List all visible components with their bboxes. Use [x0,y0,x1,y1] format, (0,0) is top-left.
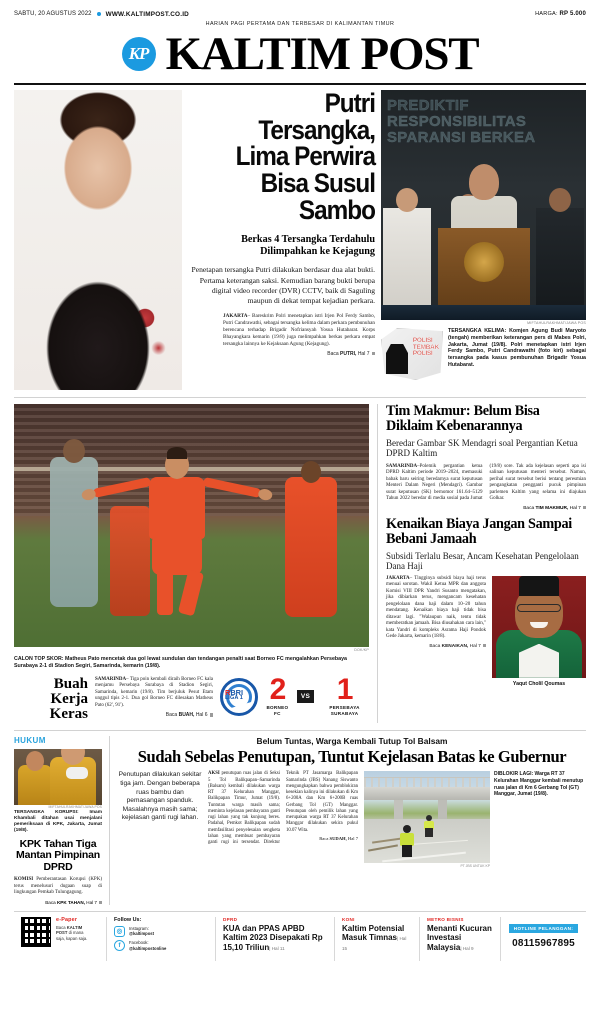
overpass-deck [364,787,490,800]
makmur-jump-prefix: Baca [523,505,535,511]
home-score: 2 [269,672,286,706]
toll-road-blockade-photo [364,771,490,863]
away-score: 1 [336,672,353,706]
hotline-cell[interactable] [501,917,586,961]
tol-jump-label[interactable]: SUDAH, [329,835,347,841]
lead-text-column [188,90,375,390]
footer-divider [14,911,586,912]
brief-metrobisnis-cell[interactable] [420,917,500,961]
hukum-headline: KPK Tahan Tiga Mantan Pimpinan DPRD [16,837,100,873]
brief-metro-kicker: METRO BISNIS [427,916,464,922]
haji-body-copy: – Tingginya subsidi biaya haji terus menuai sorotan. Wakil Ketua MPR dan anggota Komisi VIII DPR Yandri Susanto mengatakan, jika dibiarkan terus, mengancam kesehatan pengelolaan dana haji dalam 10–20 tahun mendatang. Kenaikan biaya haji tidak bisa ditawar lagi. "Walaupun naik, tentu tidak memberatkan jamaah. Bisa diusahakan cara lain," kata Yandri di kompleks Asrama Haji Pondok Gede Jakarta, kemarin (18/8). [386,575,486,640]
sport-jump-prefix: Baca [165,712,178,719]
facebook-icon[interactable]: f [114,940,125,951]
epaper-sub-bold: KALTIM POST [56,924,83,936]
footer-bar [14,917,586,961]
home-score-block [266,672,289,717]
sport-column [14,404,369,723]
bri-liga-1-logo-icon [220,678,258,716]
brief-metro-headline [427,924,493,952]
jump-square-icon [583,506,586,509]
hukum-caption-body: Imam Khambali ditahan usai menjalani pemeriksaan di KPK, Jakarta, Jumat (19/8). [14,809,102,833]
hukum-caption-label-1: TERSANGKA [14,809,45,815]
sport-photo-credit: DOK/KP [354,648,369,652]
instagram-row[interactable] [114,926,208,937]
brief-koni-page: | Hal 15 [342,936,407,951]
sport-caption-label: CALON TOP SKOR: [14,656,64,662]
sport-jump-page: Hal 6 [195,712,208,719]
lead-jump-page: Hal 7 [357,350,370,357]
sport-photo-caption [14,656,369,670]
follow-us-cell [107,917,215,961]
jump-square-icon [372,352,376,356]
makmur-body-copy: –Polemik pergantian ketua DPRD Kaltim periode 2019–2024, memasuki babak baru seiring beredarnya surat keputusan Menteri Dalam Negeri (Mendagri). Gambar surat keputusan (SK) bernomor 161.64–5129 Tahun 2022 beredar di media sosial pada Jumat (19/8) sore. Tak ada kejelasan seperti apa isi salinan keputusan menteri tersebut. Namun, perihal surat tersebut berisi tentang peresmian pengangkatan pengganti pucuk pimpinan parlemen Kaltim yang selama ini diajukan Golkar. [386,463,586,502]
masthead-rule [14,83,586,85]
match-scorebox [220,672,369,717]
tol-standfirst: Penutupan dilakukan sekitar tiga jam. Dengan beberapa ruas bambu dan pemasangan spanduk. Masalahnya masih sama; kejelasan ganti rugi lahan. [118,771,202,822]
tol-jump-page: Hal 7 [347,835,358,841]
brief-koni-kicker: KONI [342,916,355,922]
epaper-cell[interactable] [14,917,106,961]
photo-lower-banner [381,305,586,320]
polisi-tembak-polisi-badge [381,328,443,380]
epaper-sub-post: di mana saja, kapan saja. [56,930,88,941]
officer-legs [425,828,433,837]
backdrop-text [387,98,582,147]
away-score-block [322,672,367,717]
sport-body [95,677,213,719]
caption-label: TERSANGKA KELIMA: [448,328,507,334]
publication-date-value: 20 AGUSTUS 2022 [38,11,92,17]
hukum-body [14,877,102,897]
sport-dateline: SAMARINDA [95,676,127,682]
hukum-jump-prefix: Baca [45,899,56,905]
away-team-name: PERSEBAYA SURABAYA [329,705,360,716]
price-value: RP 5.000 [559,11,586,17]
kaltim-post-logo-icon: KP [122,37,156,71]
portrait-glasses [517,604,561,612]
opponent-player-1 [50,457,98,607]
tagline: HARIAN PAGI PERTAMA DAN TERBESAR DI KALIMANTAN TIMUR [205,21,395,27]
hukum-photo-caption [14,810,102,834]
lead-kicker: Berkas 4 Tersangka Terdahulu Dilimpahkan ke Kejagung [241,233,375,258]
makmur-jump-label[interactable]: TIM MAKMUR, [535,505,569,511]
price-label [535,11,586,17]
brief-metro-title: Menanti Kucuran Investasi Malaysia [427,923,492,952]
regional-column [377,404,586,723]
tol-kicker: Belum Tuntas, Warga Kembali Tutup Tol Balsam [256,735,448,746]
lead-jump-line [223,351,375,358]
facebook-row[interactable] [114,940,208,951]
badge-silhouette-icon [386,344,408,374]
tol-photo-credit: PT JBS UNTUK KP [460,864,490,869]
teammate-player-right [285,477,337,617]
brief-dprd-kicker: DPRD [223,916,238,922]
brief-dprd-cell[interactable] [216,917,334,961]
tol-body-col2: rugi lahan yang tak kunjung beres. Padahal, Pemkot Balikpapan sudah memfasilitasi penyelesaian sengketa lahan yang membuat pembayaran ganti rugi ini tersendat. Direktur Teknik PT Jasamarga Balikpapan Samarinda (JBS) Nanang Siswanto mengungkapkan bahwa pemblokiran kesekian kalinya ini dilakukan di Km 6+200A dan Km 6+200B ruas Gerbang Tol (GT) Manggar. Penutupan oleh pemilik lahan yang merupakan warga RT 37 Kelurahan Manggar dilakukan sekira pukul 10.07 Wita. [208,771,358,846]
press-photo-credit: MIFTAHULRAKHMAT/JAWA POS [527,321,586,325]
brief-dprd-title: KUA dan PPAS APBD Kaltim 2023 Disepakati Rp 15,10 Triliun [223,923,323,952]
price-prefix: HARGA: [535,11,558,17]
logo-liga: LIGA 1 [225,694,243,701]
bottom-block [14,736,586,905]
imam-khambali-photo [14,749,102,805]
instagram-icon[interactable]: ◎ [114,926,125,937]
hukum-caption-label-2: KORUPSI: [55,809,79,815]
player-torso [149,477,205,539]
lead-jump-label[interactable]: PUTRI, [340,350,357,357]
backdrop-line-2: RESPONSIBILITAS [387,113,527,131]
epaper-subtitle [56,925,90,941]
makmur-dateline: SAMARINDA [386,463,418,469]
borneo-fc-celebration-photo [14,404,369,647]
instagram-text [129,926,154,937]
nameplate-title: KALTIM POST [165,27,479,80]
bullet-dot-icon [97,12,101,16]
makmur-jump-page: Hal 7 [569,505,581,511]
lead-portrait-column [14,90,182,390]
tol-dateline: AKSI [208,771,220,777]
backdrop-line-3: SPARANSI BERKEA [387,129,536,147]
portrait-peci-cap [519,576,559,596]
sport-caption-body: Matheus Pato mencetak dua gol lewat sundulan dan tendangan penalti saat Borneo FC mengalahkan Persebaya Surabaya 2-1 di Stadion Segiri, Samarinda, kemarin (19/8). [14,656,347,669]
tol-photo-caption [494,771,586,868]
hukum-figure-left [18,765,52,805]
hukum-body-copy: Pemberantasan Korupsi (KPK) terus menelusuri dugaan suap di lingkungan Pemkab Tulungagung. [14,877,102,896]
lead-jump-prefix: Baca [327,350,339,357]
brief-dprd-page: | Hal 11 [269,945,285,951]
section-divider-2 [14,730,586,731]
officer-head [403,825,411,833]
haji-subhead: Subsidi Terlalu Besar, Ancam Kesehatan Pengelolaan Dana Haji [386,550,579,572]
top-bar [14,0,586,20]
publication-date [14,11,92,17]
epaper-sub-pre: Baca [56,924,67,930]
haji-jump-prefix: Baca [429,643,441,649]
logo-bri: BRI [230,687,244,697]
hukum-column [14,736,102,905]
backdrop-line-1: PREDIKTIF [387,97,469,114]
follow-us-title: Follow Us: [114,916,142,923]
lead-press-photo-column [381,90,586,390]
jump-square-icon [483,644,486,647]
haji-headline: Kenaikan Biaya Jangan Sampai Bebani Jamaah [386,515,572,548]
haji-photo-column [492,576,586,687]
caption-body: Komjen Agung Budi Maryoto (tengah) memberikan keterangan pers di Mabes Polri, Jakarta, Jumat (19/8). Polri menetapkan istri Irjen Ferdy Sambo, Putri Candrawathi (foto kiri) sebagai tersangka pada kasus pembunuhan Brigadir Yosua Hutabarat. [448,328,587,368]
instagram-handle[interactable]: @kaltimpost [129,931,155,937]
website-url[interactable]: WWW.KALTIMPOST.CO.ID [105,10,189,18]
officer-figure-background [424,815,434,837]
sport-headline: Buah Kerja Keras [49,675,88,723]
hotline-label-chip: HOTLINE PELANGGAN: [509,924,579,933]
lead-body-text [223,313,375,357]
putri-candrawathi-portrait [14,90,182,390]
badge-text [413,338,439,358]
photo-figure-left [383,208,431,320]
facebook-text [129,940,166,951]
tol-body-row [118,771,586,868]
epaper-text [56,917,90,941]
lead-caption-row [381,328,586,380]
makmur-subhead: Beredar Gambar SK Mendagri soal Pergantian Ketua DPRD Kaltim [386,437,578,459]
sport-jump-line [95,712,213,719]
brief-koni-title: Kaltim Potensial Masuk Timnas [342,923,405,943]
jump-square-icon [210,713,214,717]
hukum-jump-label[interactable]: KPK TAHAN, [56,899,85,905]
epaper-title: e-Paper [56,916,78,923]
haji-content-row [386,576,586,687]
photo-figure-right [536,208,584,320]
tol-jump-prefix: Baca [319,835,329,841]
hukum-dateline: KOMISI [14,877,34,883]
tol-caption-label: DIBLOKIR LAGI: [494,771,534,778]
tol-body-col1: penutupan ruas jalan di Seksi 5 Tol Balikpapan–Samarinda (Balsam) kembali dilakukan warga RT 37 Kelurahan Manggar, Balikpapan Timur, Jumat (19/8). Tuntutan warga masih sama; meminta kejelasan pembayaran ganti [208,771,280,814]
sport-jump-label[interactable]: BUAH, [178,712,195,719]
haji-jump-line [386,644,486,650]
photo-speaker-head [469,164,499,200]
haji-photo-name: Yaqut Cholil Qoumas [512,680,566,687]
instagram-label: Instagram: [129,925,149,931]
haji-dateline: JAKARTA [386,575,410,581]
haji-body [386,576,486,687]
press-conference-photo [381,90,586,320]
tol-jump-line [286,836,358,842]
lead-story [14,90,586,390]
brief-koni-headline [342,924,412,952]
lead-body-copy: – Bareskrim Polri menetapkan istri Irjen Pol Ferdy Sambo, Putri Candrawathi, sebagai tersangka kelima dalam perkara pembunuhan berencana terhadap Brigadir Nofriansyah Yosua Hutabarat. Korps Bhayangkara kemarin (19/8) juga melimpahkan berkas perkara empat tersangka lainnya ke Kejaksaan Agung (Kejagung). [223,313,375,347]
makmur-headline: Tim Makmur: Belum Bisa Diklaim Kebenarannya [386,403,540,435]
face-mask-icon [66,767,88,779]
brief-dprd-headline [223,924,327,952]
tol-headline: Sudah Sebelas Penutupan, Tuntut Kejelasan Batas ke Gubernur [137,746,567,766]
haji-jump-page: Hal 7 [469,643,481,649]
facebook-label: Facebook: [129,940,149,945]
officer-legs [402,845,412,857]
tol-body-columns [208,771,358,868]
sport-body-copy: – Tiga poin kembali diraih Borneo FC kala menjamu Persebaya Surabaya di Stadion Segiri, Samarinda, kemarin (19/8). Tim berjuluk Pesut Etam unggul tipis 2-1. Dua gol Borneo FC dilesakan Matheus Pato (62', 91'). [95,676,213,708]
yaqut-cholil-qoumas-photo [492,576,586,678]
lead-standfirst: Penetapan tersangka Putri dilakukan berdasar dua alat bukti. Pertama keterangan saksi. Kemudian barang bukti berupa digital video recorder (DVR) CCTV, baik di Saguling maupun di dekat tempat kejadian perkara. [191,265,375,305]
hukum-jump-line [14,900,102,905]
badge-line-3: POLISI [412,350,433,358]
lead-dateline: JAKARTA [223,313,248,320]
teammate-player-blurred [110,506,150,616]
hukum-jump-page: Hal 7 [86,899,97,905]
matheus-pato-figure [145,443,209,613]
player-head [165,451,189,479]
lead-headline: Putri Tersangka, Lima Perwira Bisa Susul Sambo [235,88,375,225]
haji-jump-label[interactable]: KENAIKAN, [441,643,469,649]
player-leg-right [178,570,204,617]
player-leg-left [157,571,173,615]
tol-caption-body: Warga RT 37 Kelurahan Manggar kembali menutup ruas jalan di Km 6 Gerbang Tol (GT) Manggar, Jumat (19/8). [494,771,584,798]
logo-wordmark [225,689,243,702]
vs-chip: VS [297,690,314,703]
tol-balsam-column [109,736,586,905]
press-photo-caption [448,328,586,380]
makmur-body [386,464,586,503]
officer-figure-foreground [400,825,414,857]
sport-and-regional-block [14,404,586,723]
home-team-name: BORNEO FC [266,705,289,716]
jump-square-icon [99,901,102,904]
masthead [14,28,586,80]
player-shorts [152,537,202,575]
hukum-photo-credit: MIFTAHULRAKHMAT/JAWA POS [48,804,102,809]
hukum-figure-right [50,757,96,805]
top-bar-left [14,11,189,18]
badge-line-2: TEMBAK [412,343,439,351]
makmur-jump-line [386,506,586,511]
logo-r: R [225,687,231,697]
sport-story-row [14,672,369,723]
qr-code-icon[interactable] [21,917,51,947]
bridge-railing [364,777,490,787]
section-label-hukum[interactable]: HUKUM [14,735,46,745]
brief-metro-page: | Hal 9 [460,945,474,951]
brief-koni-cell[interactable] [335,917,419,961]
facebook-handle[interactable]: @kaltimpostonline [129,945,167,951]
hotline-number[interactable]: 08115967895 [512,937,575,949]
publication-day: SABTU, [14,11,37,17]
section-divider-1 [14,397,586,398]
badge-line-1: POLISI [412,337,433,344]
tol-photo-area [364,771,586,868]
